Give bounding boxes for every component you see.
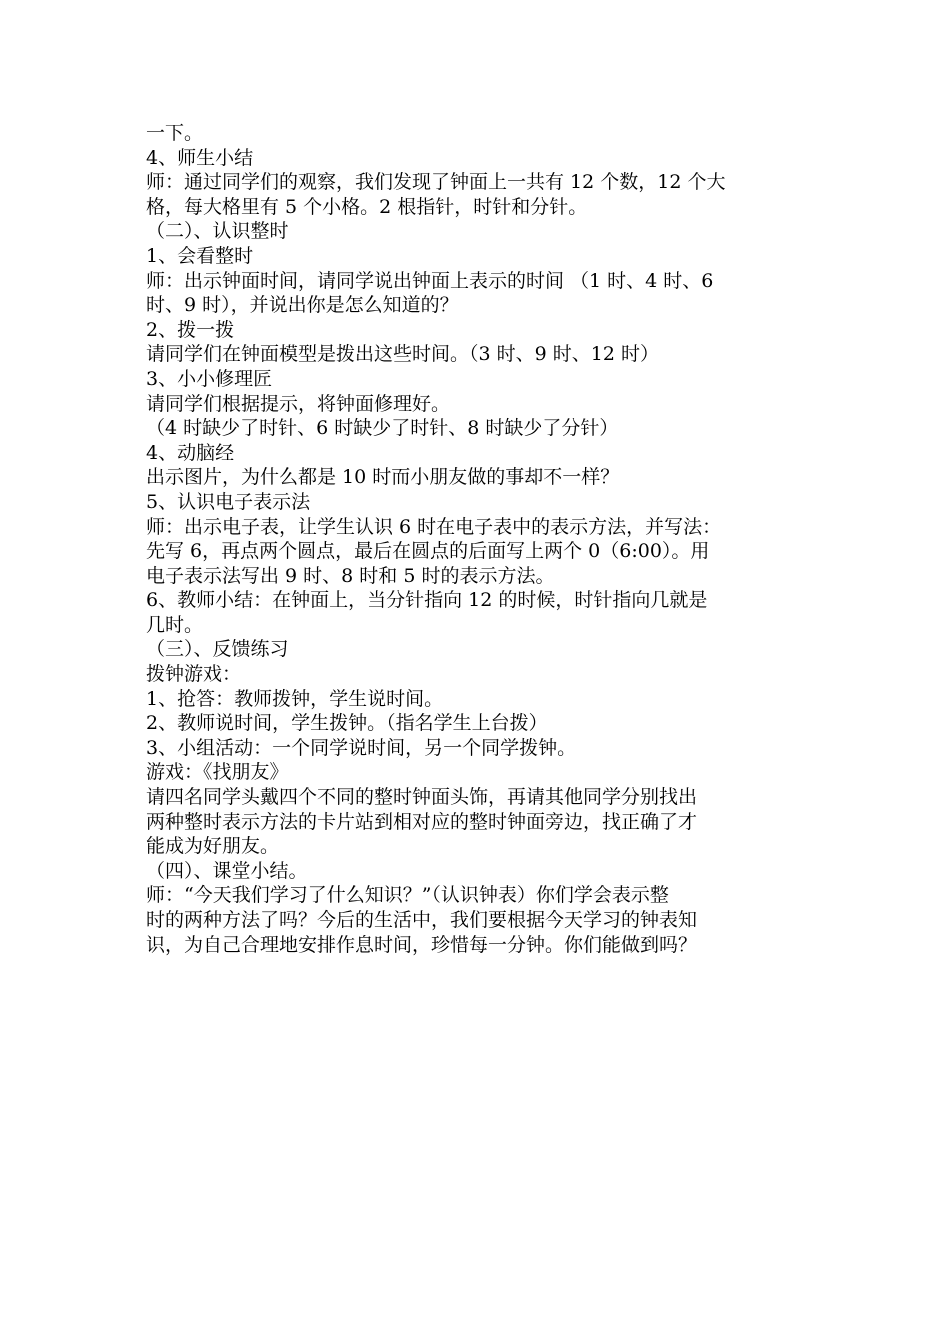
document-body (146, 121, 810, 957)
section-heading: （四）、课堂小结。 (146, 859, 308, 882)
text-line: 游戏：《找朋友》 (146, 761, 289, 784)
section-heading: 2、拨一拨 (146, 318, 235, 341)
section-heading: （二）、认识整时 (146, 220, 289, 243)
text-line: 师：出示钟面时间，请同学说出钟面上表示的时间 （1 时、4 时、6 (146, 269, 714, 292)
section-heading: （三）、反馈练习 (146, 638, 289, 661)
text-line: 格，每大格里有 5 个小格。2 根指针，时针和分针。 (146, 195, 588, 218)
text-line: 两种整时表示方法的卡片站到相对应的整时钟面旁边，找正确了才 (146, 810, 698, 833)
text-line: 出示图片，为什么都是 10 时而小朋友做的事却不一样？ (146, 466, 620, 489)
text-line: 请同学们根据提示，将钟面修理好。 (146, 392, 451, 415)
text-line: 先写 6，再点两个圆点，最后在圆点的后面写上两个 0（6:00）。用 (146, 540, 710, 563)
text-line: 师：“今天我们学习了什么知识？”（认识钟表）你们学会表示整 (146, 884, 669, 907)
text-line: 时、9 时），并说出你是怎么知道的？ (146, 294, 459, 317)
text-line: 师：出示电子表，让学生认识 6 时在电子表中的表示方法，并写法： (146, 515, 722, 538)
text-line: 拨钟游戏： (146, 663, 242, 686)
text-line: 师：通过同学们的观察，我们发现了钟面上一共有 12 个数，12 个大 (146, 171, 726, 194)
text-line: 2、教师说时间，学生拨钟。（指名学生上台拨） (146, 712, 548, 735)
text-line: 请四名同学头戴四个不同的整时钟面头饰，再请其他同学分别找出 (146, 786, 698, 809)
text-line: 一下。 (146, 122, 204, 144)
text-line: （4 时缺少了时针、6 时缺少了时针、8 时缺少了分针） (146, 417, 619, 440)
section-heading: 1、会看整时 (146, 244, 254, 267)
text-line: 识，为自己合理地安排作息时间，珍惜每一分钟。你们能做到吗？ (146, 933, 698, 956)
text-line: 电子表示法写出 9 时、8 时和 5 时的表示方法。 (146, 564, 555, 587)
section-heading: 3、小小修理匠 (146, 367, 273, 390)
text-line: 能成为好朋友。 (146, 835, 280, 858)
text-line: 几时。 (146, 613, 204, 636)
text-line: 请同学们在钟面模型是拨出这些时间。（3 时、9 时、12 时） (146, 343, 659, 366)
text-line: 3、小组活动：一个同学说时间，另一个同学拨钟。 (146, 736, 577, 759)
text-line: 1、抢答：教师拨钟，学生说时间。 (146, 687, 444, 710)
text-line: 6、教师小结：在钟面上，当分针指向 12 的时候，时针指向几就是 (146, 589, 708, 612)
section-heading: 4、师生小结 (146, 146, 254, 169)
text-line: 时的两种方法了吗？今后的生活中，我们要根据今天学习的钟表知 (146, 909, 698, 931)
section-heading: 5、认识电子表示法 (146, 490, 311, 513)
section-heading: 4、动脑经 (146, 441, 235, 464)
